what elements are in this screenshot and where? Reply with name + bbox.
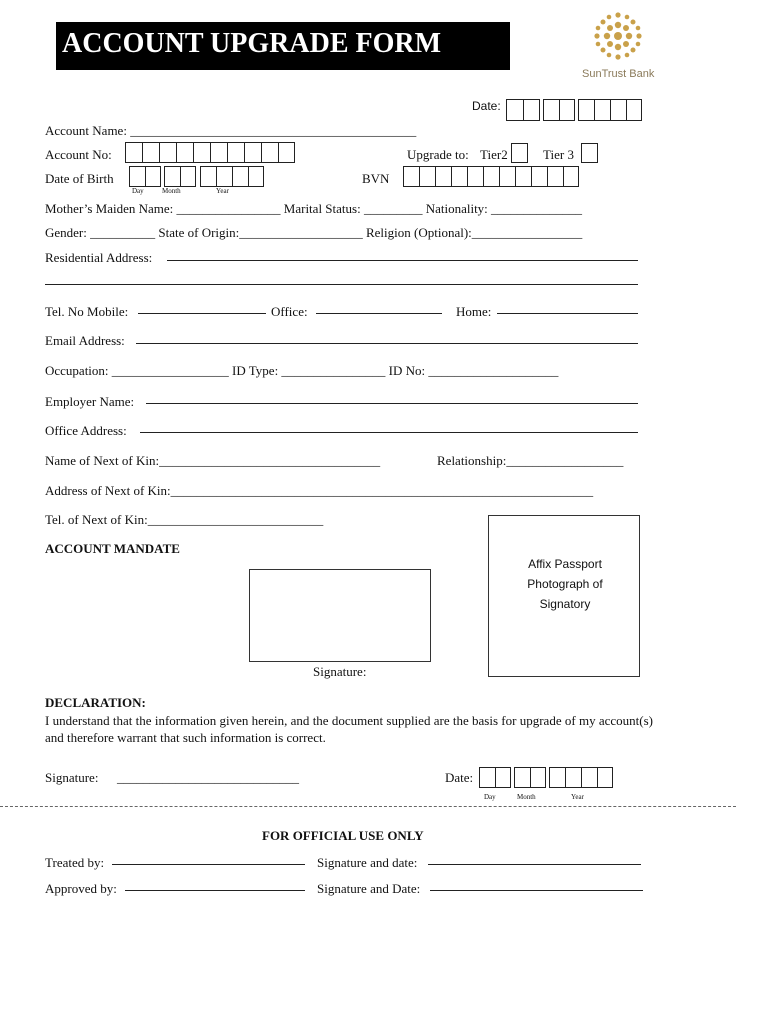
suntrust-sun-icon	[578, 6, 662, 68]
bank-logo	[578, 6, 662, 86]
residential-address-label: Residential Address:	[45, 250, 153, 265]
date-boxes[interactable]	[506, 99, 540, 121]
employer-name-line[interactable]	[146, 403, 638, 404]
declaration-year-caption: Year	[571, 793, 584, 801]
signature-date-label-2: Signature and Date:	[317, 881, 421, 896]
mandate-signature-box[interactable]	[249, 569, 431, 662]
declaration-text: I understand that the information given herein, and the document supplied are the basis for upgrade of my account(s) and therefore warrant that such information is correct.	[45, 713, 653, 745]
declaration-signature-line[interactable]: ____________________________	[117, 770, 299, 785]
declaration-month-caption: Month	[517, 793, 536, 801]
date-of-birth-label: Date of Birth	[45, 171, 114, 186]
office-address-line[interactable]	[140, 432, 638, 433]
official-use-heading: FOR OFFICIAL USE ONLY	[262, 828, 424, 843]
email-line[interactable]	[136, 343, 638, 344]
dob-year-caption: Year	[216, 187, 229, 195]
mandate-signature-label: Signature:	[313, 664, 367, 679]
title-banner	[56, 22, 510, 70]
tier2-label: Tier2	[480, 147, 508, 162]
date-boxes-year[interactable]	[578, 99, 642, 121]
occupation-row[interactable]: Occupation: __________________ ID Type: ________________ ID No: ____________________	[45, 363, 559, 378]
bvn-boxes[interactable]	[403, 166, 579, 187]
tel-mobile-label: Tel. No Mobile:	[45, 304, 129, 319]
tel-next-of-kin-field[interactable]: Tel. of Next of Kin:___________________________	[45, 512, 324, 527]
declaration-year-boxes[interactable]	[549, 767, 613, 788]
account-mandate-heading: ACCOUNT MANDATE	[45, 541, 180, 556]
dob-month-boxes[interactable]	[164, 166, 196, 187]
bvn-label: BVN	[362, 171, 390, 186]
office-address-label: Office Address:	[45, 423, 127, 438]
tier3-label: Tier 3	[543, 147, 574, 162]
bank-name: SunTrust Bank	[582, 68, 655, 80]
next-of-kin-field[interactable]: Name of Next of Kin:__________________________________	[45, 453, 381, 468]
dob-day-caption: Day	[132, 187, 144, 195]
email-label: Email Address:	[45, 333, 125, 348]
approved-by-line[interactable]	[125, 890, 305, 891]
declaration-month-boxes[interactable]	[514, 767, 546, 788]
dob-year-boxes[interactable]	[200, 166, 264, 187]
tel-mobile-line[interactable]	[138, 313, 266, 314]
account-no-boxes[interactable]	[125, 142, 295, 163]
office-phone-line[interactable]	[316, 313, 442, 314]
signature-date-line-2[interactable]	[430, 890, 643, 891]
dob-day-boxes[interactable]	[129, 166, 161, 187]
passport-photo-text: Affix Passport Photograph of Signatory	[527, 557, 603, 611]
tier2-checkbox[interactable]	[511, 143, 528, 163]
dob-month-caption: Month	[162, 187, 181, 195]
declaration-signature-label: Signature:	[45, 770, 99, 785]
residential-address-line-1[interactable]	[167, 260, 638, 261]
upgrade-to-label: Upgrade to:	[407, 147, 469, 162]
page-title: ACCOUNT UPGRADE FORM	[62, 28, 442, 59]
account-name-field[interactable]: Account Name: ____________________________________________	[45, 123, 417, 138]
home-label: Home:	[456, 304, 492, 319]
date-label: Date:	[472, 99, 501, 113]
office-label: Office:	[271, 304, 308, 319]
tier3-checkbox[interactable]	[581, 143, 598, 163]
address-next-of-kin-field[interactable]: Address of Next of Kin:_________________________________________________________________	[45, 483, 594, 498]
signature-date-label-1: Signature and date:	[317, 855, 418, 870]
employer-name-label: Employer Name:	[45, 394, 135, 409]
residential-address-line-2[interactable]	[45, 284, 638, 285]
approved-by-label: Approved by:	[45, 881, 117, 896]
declaration-day-boxes[interactable]	[479, 767, 511, 788]
date-boxes-month[interactable]	[543, 99, 575, 121]
home-phone-line[interactable]	[497, 313, 638, 314]
passport-photo-box[interactable]	[488, 515, 640, 677]
gender-row[interactable]: Gender: __________ State of Origin:___________________ Religion (Optional):_________________	[45, 225, 583, 240]
declaration-heading: DECLARATION:	[45, 695, 146, 710]
account-no-label: Account No:	[45, 147, 112, 162]
cut-line-divider	[0, 806, 736, 807]
declaration-date-label: Date:	[445, 770, 474, 785]
mothers-maiden-row[interactable]: Mother’s Maiden Name: ________________ Marital Status: _________ Nationality: ______________	[45, 201, 583, 216]
relationship-field[interactable]: Relationship:__________________	[437, 453, 624, 468]
treated-by-line[interactable]	[112, 864, 305, 865]
treated-by-label: Treated by:	[45, 855, 105, 870]
declaration-day-caption: Day	[484, 793, 496, 801]
signature-date-line-1[interactable]	[428, 864, 641, 865]
